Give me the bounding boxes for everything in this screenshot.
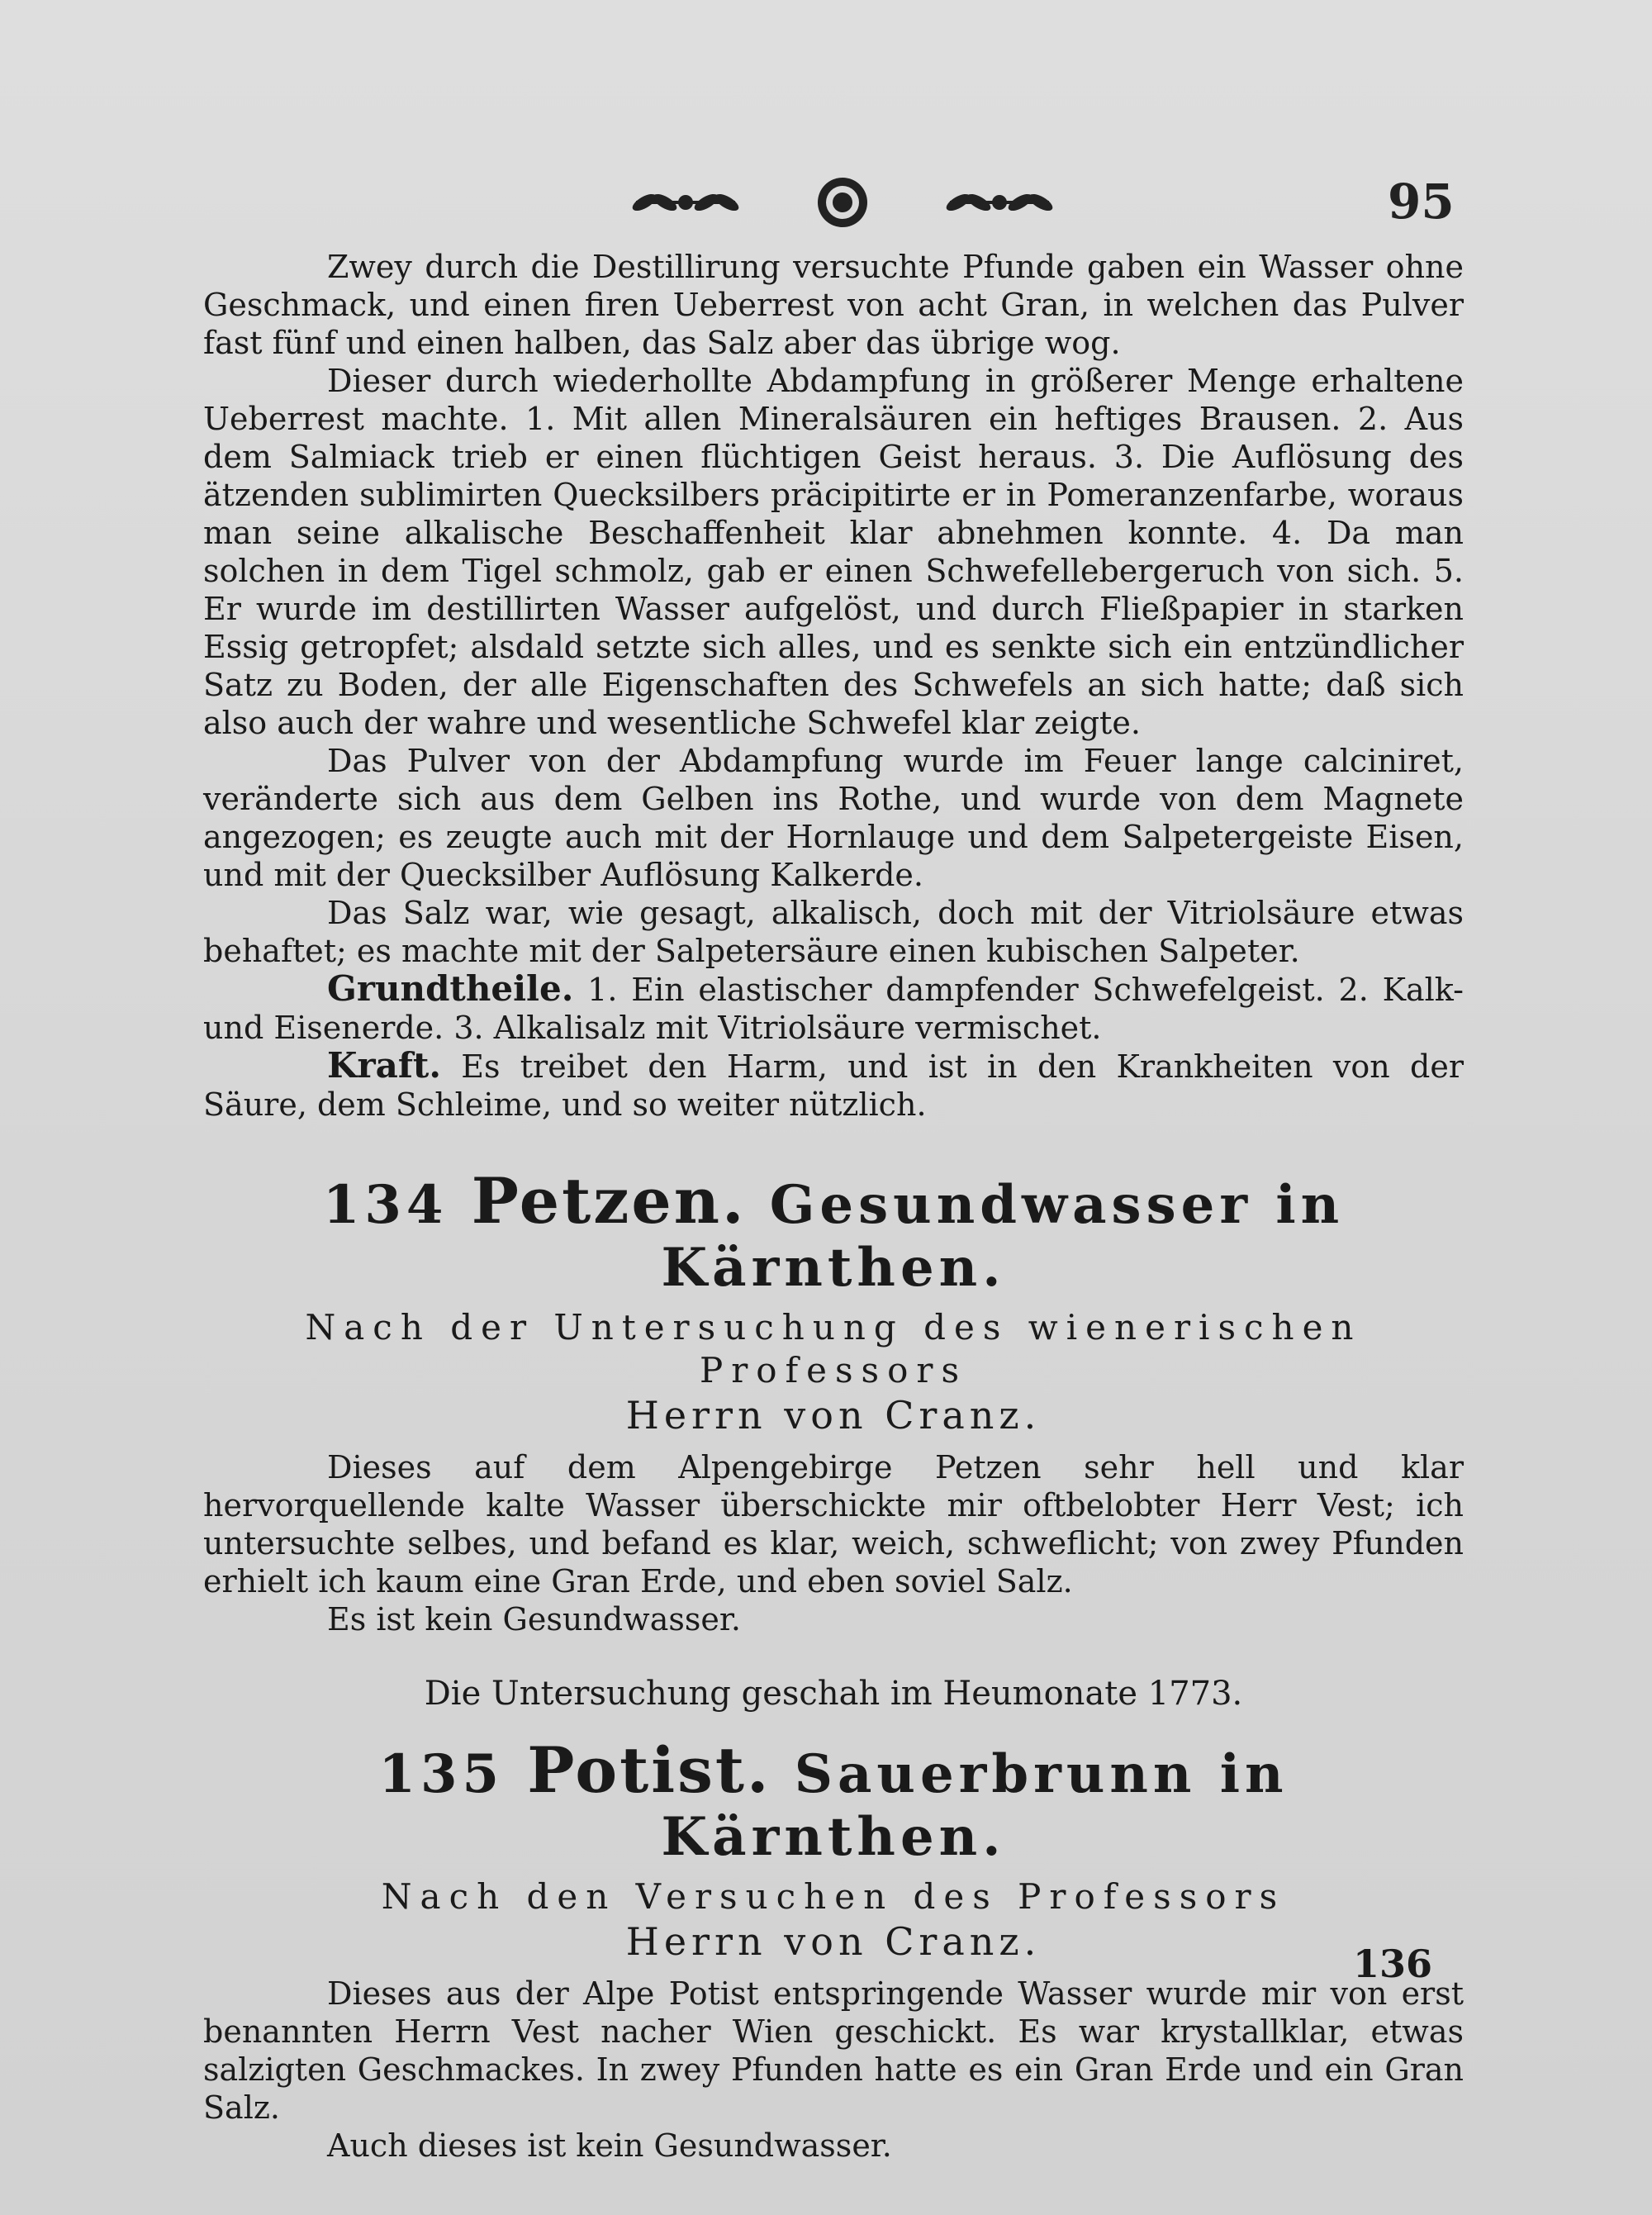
catchword: 136: [1353, 1942, 1433, 1986]
paragraph: Auch dieses ist kein Gesundwasser.: [327, 2127, 892, 2164]
section-135-title: [203, 1733, 1464, 1869]
page-header: [0, 165, 1652, 240]
section-title-rest: Sauerbrunn in Kärnthen.: [661, 1743, 1289, 1868]
page-number: 95: [1388, 173, 1455, 230]
grundtheile-label: Grundtheile.: [327, 968, 574, 1009]
section-134-subtitle: Nach der Untersuchung des wienerischen Professors: [305, 1307, 1362, 1390]
grundtheile-text: 1. Ein elastischer dampfender Schwefelgeist. 2. Kalk- und Eisenerde. 3. Alkalisalz mit Vitriolsäure vermischet.: [203, 972, 1464, 1046]
kraft-label: Kraft.: [327, 1045, 441, 1086]
kraft-text: Es treibet den Harm, und ist in den Krankheiten von der Säure, dem Schleime, und so weiter nützlich.: [203, 1048, 1464, 1123]
section-134-subtitle-author: Herrn von Cranz.: [625, 1393, 1042, 1438]
section-name: Petzen.: [471, 1164, 747, 1238]
section-title-rest: Gesundwasser in Kärnthen.: [661, 1174, 1345, 1299]
paragraph: Dieser durch wiederhollte Abdampfung in größerer Menge erhaltene Ueberrest machte. 1. Mit allen Mineralsäuren ein heftiges Brausen. 2. Aus dem Salmiack trieb er einen flüchtigen Geist heraus. 3. Die Auflösung des ätzenden sublimirten Quecksilbers präcipitirte er in Pomeranzenfarbe, woraus man seine alkalische Beschaffenheit klar abnehmen konnte. 4. Da man solchen in dem Tigel schmolz, gab er einen Schwefellebergeruch von sich. 5. Er wurde im destillirten Wasser aufgelöst, und durch Fließpapier in starken Essig getropfet; alsdald setzte sich alles, und es senkte sich ein entzündlicher Satz zu Boden, der alle Eigenschaften des Schwefels an sich hatte; daß sich also auch der wahre und wesentliche Schwefel klar zeigte.: [203, 363, 1464, 741]
paragraph: Das Salz war, wie gesagt, alkalisch, doch mit der Vitriolsäure etwas behaftet; es machte mit der Salpetersäure einen kubischen Salpeter.: [203, 895, 1464, 969]
section-135-subtitle: Nach den Versuchen des Professors: [381, 1876, 1286, 1917]
paragraph: Zwey durch die Destillirung versuchte Pfunde gaben ein Wasser ohne Geschmack, und einen firen Ueberrest von acht Gran, in welchen das Pulver fast fünf und einen halben, das Salz aber das übrige wog.: [203, 249, 1464, 361]
paragraph: Dieses aus der Alpe Potist entspringende Wasser wurde mir von erst benannten Herrn Vest nacher Wien geschickt. Es war krystallklar, etwas salzigten Geschmackes. In zwey Pfunden hatte es ein Gran Erde und ein Gran Salz.: [203, 1975, 1464, 2126]
section-number: 134: [322, 1174, 449, 1236]
section-135-subtitle-author: Herrn von Cranz.: [625, 1919, 1042, 1964]
kraft-paragraph: [203, 1047, 1464, 1124]
section-name: Potist.: [527, 1733, 771, 1807]
rosette-icon: [814, 173, 871, 231]
section-number: 135: [378, 1743, 505, 1805]
body-text: [203, 248, 1464, 2165]
paragraph: Es ist kein Gesundwasser.: [327, 1601, 741, 1637]
section-134-title: [203, 1164, 1464, 1300]
examination-date-line: Die Untersuchung geschah im Heumonate 1773.: [424, 1675, 1243, 1713]
paragraph: Dieses auf dem Alpengebirge Petzen sehr hell und klar hervorquellende kalte Wasser überschickte mir oftbelobter Herr Vest; ich untersuchte selbes, und befand es klar, weich, schweflicht; von zwey Pfunden erhielt ich kaum eine Gran Erde, und eben soviel Salz.: [203, 1449, 1464, 1599]
leaf-ornament-icon: [628, 178, 743, 227]
grundtheile-paragraph: [203, 970, 1464, 1047]
paragraph: Das Pulver von der Abdampfung wurde im Feuer lange calciniret, veränderte sich aus dem Gelben ins Rothe, und wurde von dem Magnete angezogen; es zeugte auch mit der Hornlauge und dem Salpetergeiste Eisen, und mit der Quecksilber Auflösung Kalkerde.: [203, 743, 1464, 893]
leaf-ornament-icon: [942, 178, 1057, 227]
header-ornament: [628, 165, 1057, 240]
